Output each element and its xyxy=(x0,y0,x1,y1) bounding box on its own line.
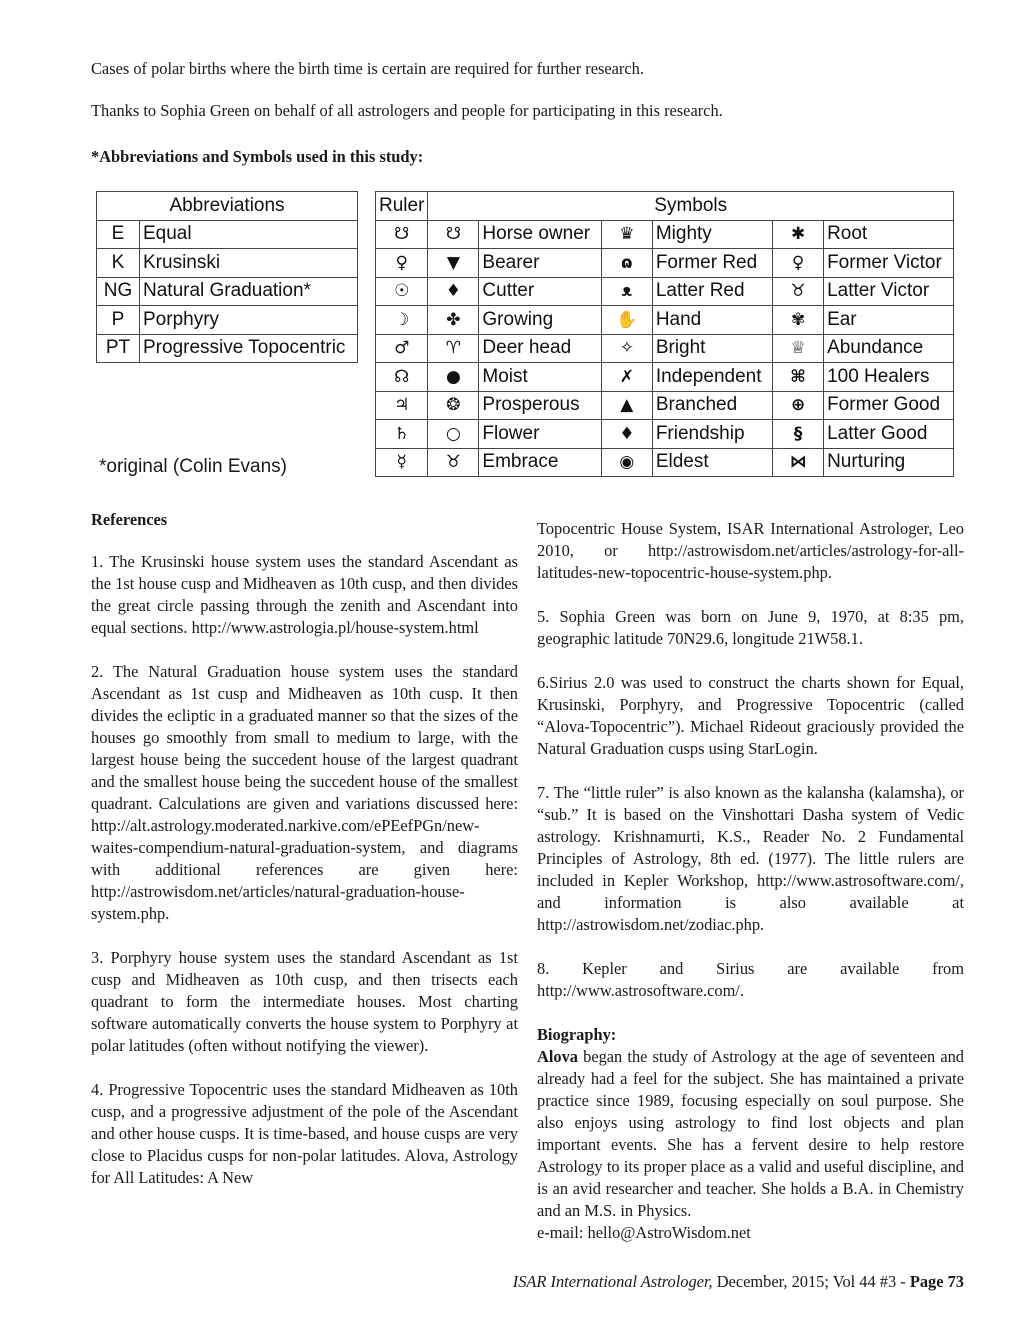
symbol-glyph: ◉ xyxy=(601,448,652,477)
symbol-name: Flower xyxy=(479,420,601,449)
footer-publication: ISAR International Astrologer, xyxy=(512,1272,713,1291)
reference-4-continued: Topocentric House System, ISAR International Astrologer, Leo 2010, or http://astrowisdom.net/articles/astrology-for-all-latitudes-new-topocentric-house-system.php. xyxy=(537,519,964,582)
ruler-glyph: ♂ xyxy=(376,334,428,363)
ruler-glyph: ♃ xyxy=(376,391,428,420)
abbr-code: E xyxy=(97,220,140,249)
symbol-name: Moist xyxy=(479,363,601,392)
table-row xyxy=(376,249,954,278)
reference-6: 6.Sirius 2.0 was used to construct the charts shown for Equal, Krusinski, Porphyry, and Progressive Topocentric (called “Alova-Topocentric”). Michael Rideout graciously provided the Natural Graduation cusps using StarLogin. xyxy=(537,673,964,758)
ruler-glyph: ♀ xyxy=(376,249,428,278)
symbol-name: Prosperous xyxy=(479,391,601,420)
abbr-name: Equal xyxy=(140,220,358,249)
symbol-name: Bearer xyxy=(479,249,601,278)
symbols-header: Symbols xyxy=(428,192,954,221)
table-row xyxy=(97,277,358,306)
symbol-name: Eldest xyxy=(652,448,772,477)
symbol-glyph: ♕ xyxy=(773,334,824,363)
symbol-glyph: ▼ xyxy=(428,249,479,278)
symbol-name: Latter Red xyxy=(652,277,772,306)
symbol-glyph: ✱ xyxy=(773,220,824,249)
table-row xyxy=(376,220,954,249)
ruler-glyph: ☉ xyxy=(376,277,428,306)
symbol-glyph: ♦ xyxy=(428,277,479,306)
symbol-glyph: ○ xyxy=(428,420,479,449)
symbol-glyph: ✧ xyxy=(601,334,652,363)
abbr-code: NG xyxy=(97,277,140,306)
symbol-glyph: ✋ xyxy=(601,306,652,335)
table-row xyxy=(376,334,954,363)
symbol-glyph: ✾ xyxy=(773,306,824,335)
table-row xyxy=(376,306,954,335)
symbol-glyph: ❂ xyxy=(428,391,479,420)
symbol-glyph: ♛ xyxy=(601,220,652,249)
ruler-glyph: ☽ xyxy=(376,306,428,335)
symbol-name: Deer head xyxy=(479,334,601,363)
symbol-glyph: ▲ xyxy=(601,391,652,420)
symbol-name: Latter Good xyxy=(824,420,954,449)
symbol-glyph: ⊕ xyxy=(773,391,824,420)
symbol-name: Abundance xyxy=(824,334,954,363)
abbr-code: K xyxy=(97,249,140,278)
symbol-name: Former Good xyxy=(824,391,954,420)
ruler-glyph: ☊ xyxy=(376,363,428,392)
references-heading: References xyxy=(91,510,168,529)
symbol-name: Mighty xyxy=(652,220,772,249)
table-row xyxy=(97,249,358,278)
symbol-glyph: ♈ xyxy=(428,334,479,363)
symbol-name: Nurturing xyxy=(824,448,954,477)
abbr-code: P xyxy=(97,306,140,335)
symbol-glyph: ♉ xyxy=(773,277,824,306)
abbr-name: Porphyry xyxy=(140,306,358,335)
intro-line-1: Cases of polar births where the birth time is certain are required for further research. xyxy=(91,59,644,78)
symbol-glyph: ● xyxy=(428,363,479,392)
intro-line-2: Thanks to Sophia Green on behalf of all astrologers and people for participating in this research. xyxy=(91,101,723,120)
biography-email: e-mail: hello@AstroWisdom.net xyxy=(537,1223,751,1242)
reference-5: 5. Sophia Green was born on June 9, 1970, at 8:35 pm, geographic latitude 70N29.6, longitude 21W58.1. xyxy=(537,607,964,648)
abbr-name: Krusinski xyxy=(140,249,358,278)
symbol-name: Root xyxy=(824,220,954,249)
biography-body: began the study of Astrology at the age of seventeen and already had a feel for the subject. She has maintained a private practice since 1989, focusing especially on soul purpose. She also enjoys using astrology to find lost objects and plan important events. She has a fervent desire to help restore Astrology to its proper place as a valid and useful discipline, and is an avid researcher and teacher. She holds a B.A. in Chemistry and an M.S. in Physics. xyxy=(537,1047,964,1220)
abbr-name: Natural Graduation* xyxy=(140,277,358,306)
symbol-name: Ear xyxy=(824,306,954,335)
symbol-name: 100 Healers xyxy=(824,363,954,392)
table-row xyxy=(376,363,954,392)
symbol-glyph: ♉ xyxy=(428,448,479,477)
table-row xyxy=(97,334,358,363)
symbol-name: Embrace xyxy=(479,448,601,477)
reference-4: 4. Progressive Topocentric uses the standard Midheaven as 10th cusp, and a progressive adjustment of the pole of the Ascendant and other house cusps. It is time-based, and house cusps are very close to Placidus cusps for non-polar latitudes. Alova, Astrology for All Latitudes: A New xyxy=(91,1080,518,1187)
reference-8: 8. Kepler and Sirius are available from http://www.astrosoftware.com/. xyxy=(537,959,964,1000)
symbol-name: Branched xyxy=(652,391,772,420)
symbols-table xyxy=(375,191,954,477)
references-right-column xyxy=(537,518,964,1244)
symbol-glyph: ☋ xyxy=(428,220,479,249)
biography-name: Alova xyxy=(537,1047,578,1066)
references-left-column xyxy=(91,551,518,1189)
abbr-code: PT xyxy=(97,334,140,363)
table-row xyxy=(97,220,358,249)
abbr-name: Progressive Topocentric xyxy=(140,334,358,363)
footer-issue: December, 2015; Vol 44 #3 - xyxy=(712,1272,910,1291)
ruler-glyph: ♄ xyxy=(376,420,428,449)
symbol-name: Bright xyxy=(652,334,772,363)
symbol-name: Former Red xyxy=(652,249,772,278)
symbol-name: Independent xyxy=(652,363,772,392)
page-footer xyxy=(513,1272,964,1292)
symbol-name: Growing xyxy=(479,306,601,335)
ruler-glyph: ☋ xyxy=(376,220,428,249)
symbol-glyph: ɷ xyxy=(601,249,652,278)
table-row xyxy=(376,420,954,449)
symbol-name: Former Victor xyxy=(824,249,954,278)
symbol-name: Horse owner xyxy=(479,220,601,249)
biography-text xyxy=(537,1046,964,1222)
symbol-glyph: ♀ xyxy=(773,249,824,278)
symbol-name: Latter Victor xyxy=(824,277,954,306)
symbol-glyph: ✤ xyxy=(428,306,479,335)
symbol-glyph: ⋈ xyxy=(773,448,824,477)
original-note: *original (Colin Evans) xyxy=(99,456,287,477)
symbol-glyph: ✗ xyxy=(601,363,652,392)
ruler-glyph: ☿ xyxy=(376,448,428,477)
biography-heading: Biography: xyxy=(537,1025,617,1044)
symbol-name: Cutter xyxy=(479,277,601,306)
reference-2: 2. The Natural Graduation house system uses the standard Ascendant as 1st cusp and Midheaven as 10th cusp. It then divides the ecliptic in a graduated manner so that the sizes of the houses go smoothly from small to medium to large, with the largest house being the succedent house of the largest quadrant and the smallest house being the succedent house of the smallest quadrant. Calculations are given and variations discussed here: http://alt.astrology.moderated.narkive.com/ePEefPGn/new-waites-compendium-natural-graduation-system, and diagrams with additional references are given here: http://astrowisdom.net/articles/natural-graduation-house-system.php. xyxy=(91,662,518,923)
table-row xyxy=(376,448,954,477)
abbreviations-heading: *Abbreviations and Symbols used in this study: xyxy=(91,147,424,166)
symbol-glyph: ⌘ xyxy=(773,363,824,392)
footer-page-number: Page 73 xyxy=(909,1272,964,1291)
table-row xyxy=(97,306,358,335)
symbol-glyph: ♦ xyxy=(601,420,652,449)
table-row xyxy=(376,391,954,420)
abbreviations-table xyxy=(96,191,358,363)
symbol-name: Hand xyxy=(652,306,772,335)
ruler-header: Ruler xyxy=(376,192,428,221)
abbreviations-header: Abbreviations xyxy=(97,192,358,221)
table-row xyxy=(376,277,954,306)
symbol-name: Friendship xyxy=(652,420,772,449)
reference-7: 7. The “little ruler” is also known as the kalansha (kalamsha), or “sub.” It is based on the Vinshottari Dasha system of Vedic astrology. Krishnamurti, K.S., Reader No. 2 Fundamental Principles of Astrology, 8th ed. (1977). The little rulers are included in Kepler Workshop, http://www.astrosoftware.com/, and information is also available at http://astrowisdom.net/zodiac.php. xyxy=(537,783,964,934)
reference-1: 1. The Krusinski house system uses the standard Ascendant as the 1st house cusp and Midheaven as 10th cusp, and then divides the great circle passing through the zenith and Ascendant into equal sections. http://www.astrologia.pl/house-system.html xyxy=(91,552,518,637)
reference-3: 3. Porphyry house system uses the standard Ascendant as 1st cusp and Midheaven as 10th cusp, and then trisects each quadrant to form the intermediate houses. Most charting software automatically converts the house system to Porphyry at polar latitudes (often without notifying the viewer). xyxy=(91,948,518,1055)
symbol-glyph: § xyxy=(773,420,824,449)
symbol-glyph: ᴥ xyxy=(601,277,652,306)
